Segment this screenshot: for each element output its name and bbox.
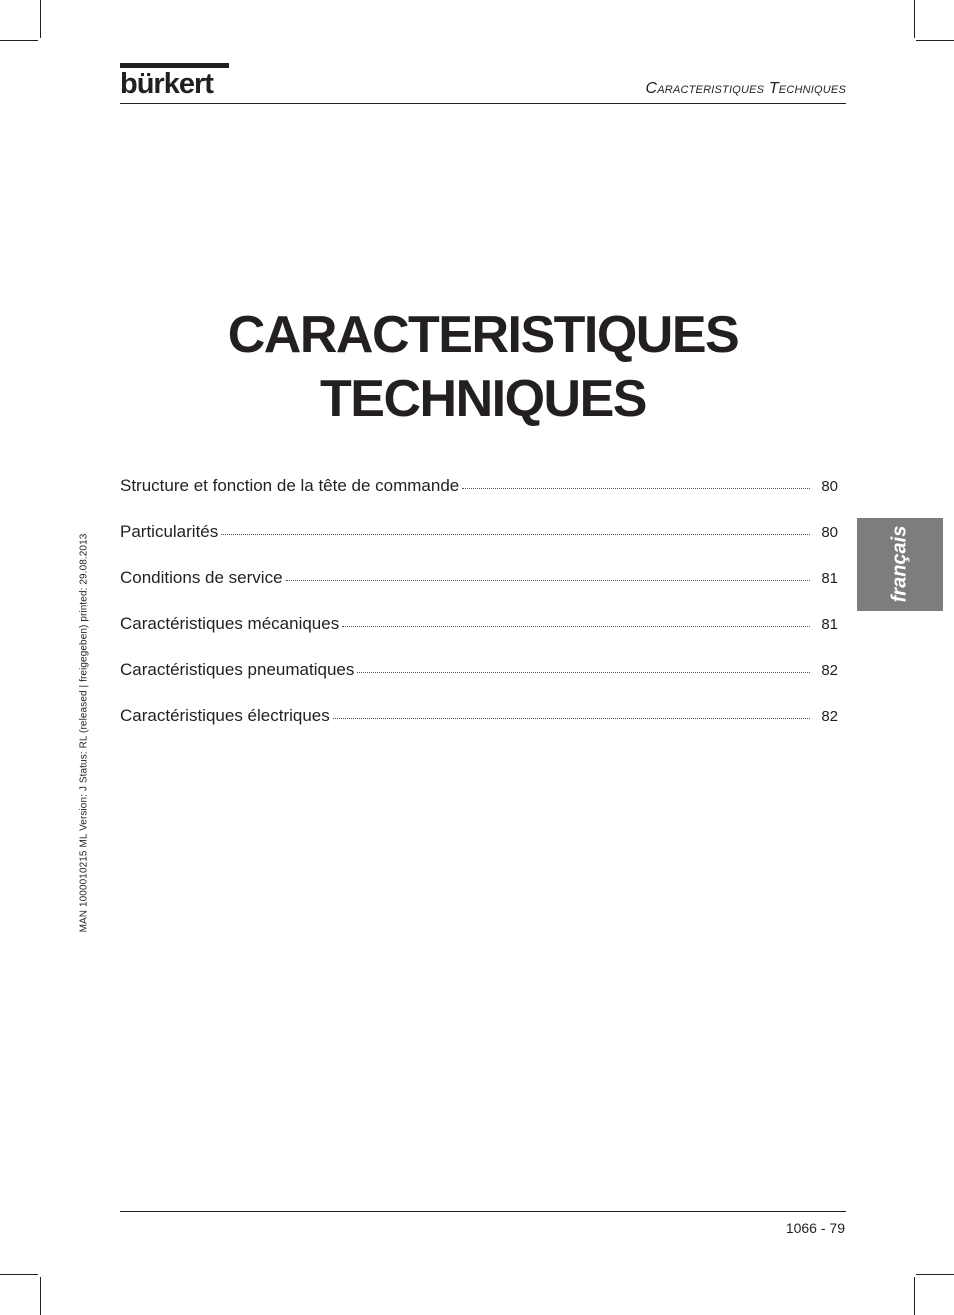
language-tab[interactable] (857, 518, 943, 611)
header-section-title: Caracteristiques Techniques (645, 80, 846, 97)
toc-entry[interactable] (120, 614, 838, 660)
toc-entry-page: 82 (821, 708, 838, 725)
toc-entry-page: 80 (821, 524, 838, 541)
toc-entry[interactable] (120, 660, 838, 706)
crop-mark (914, 1277, 915, 1315)
toc-leader-dots (342, 625, 810, 627)
toc-entry-page: 80 (821, 478, 838, 495)
chapter-title (120, 303, 846, 431)
table-of-contents (120, 476, 838, 752)
crop-mark (0, 1274, 38, 1275)
toc-leader-dots (286, 579, 810, 581)
toc-entry-label: Caractéristiques électriques (120, 706, 330, 725)
toc-entry-label: Caractéristiques pneumatiques (120, 660, 355, 679)
toc-entry-label: Particularités (120, 522, 219, 541)
document-meta-vertical: MAN 1000010215 ML Version: J Status: RL (released | freigegeben) printed: 29.08.2013 (78, 533, 90, 933)
toc-entry[interactable] (120, 476, 838, 522)
toc-entry-label: Caractéristiques mécaniques (120, 614, 340, 633)
toc-leader-dots (357, 671, 810, 673)
toc-entry[interactable] (120, 522, 838, 568)
toc-leader-dots (462, 487, 810, 489)
toc-entry-label: Structure et fonction de la tête de commande (120, 476, 460, 495)
footer-page-number: 1066 - 79 (785, 1220, 845, 1236)
crop-mark (916, 40, 954, 41)
chapter-title-line-1: CARACTERISTIQUES (227, 306, 739, 364)
header-rule (120, 103, 846, 104)
crop-mark (40, 0, 41, 38)
toc-entry-page: 81 (821, 616, 838, 633)
toc-entry-page: 82 (821, 662, 838, 679)
chapter-title-line-2: TECHNIQUES (320, 370, 646, 428)
toc-leader-dots (333, 717, 810, 719)
crop-mark (916, 1274, 954, 1275)
toc-leader-dots (221, 533, 810, 535)
toc-entry-label: Conditions de service (120, 568, 283, 587)
toc-entry[interactable] (120, 706, 838, 752)
language-tab-label: français (888, 525, 911, 603)
crop-mark (0, 40, 38, 41)
logo-wordmark: bürkert (120, 68, 213, 100)
burkert-logo (120, 63, 232, 101)
toc-entry-page: 81 (821, 570, 838, 587)
crop-mark (914, 0, 915, 38)
footer-rule (120, 1211, 846, 1212)
crop-mark (40, 1277, 41, 1315)
toc-entry[interactable] (120, 568, 838, 614)
